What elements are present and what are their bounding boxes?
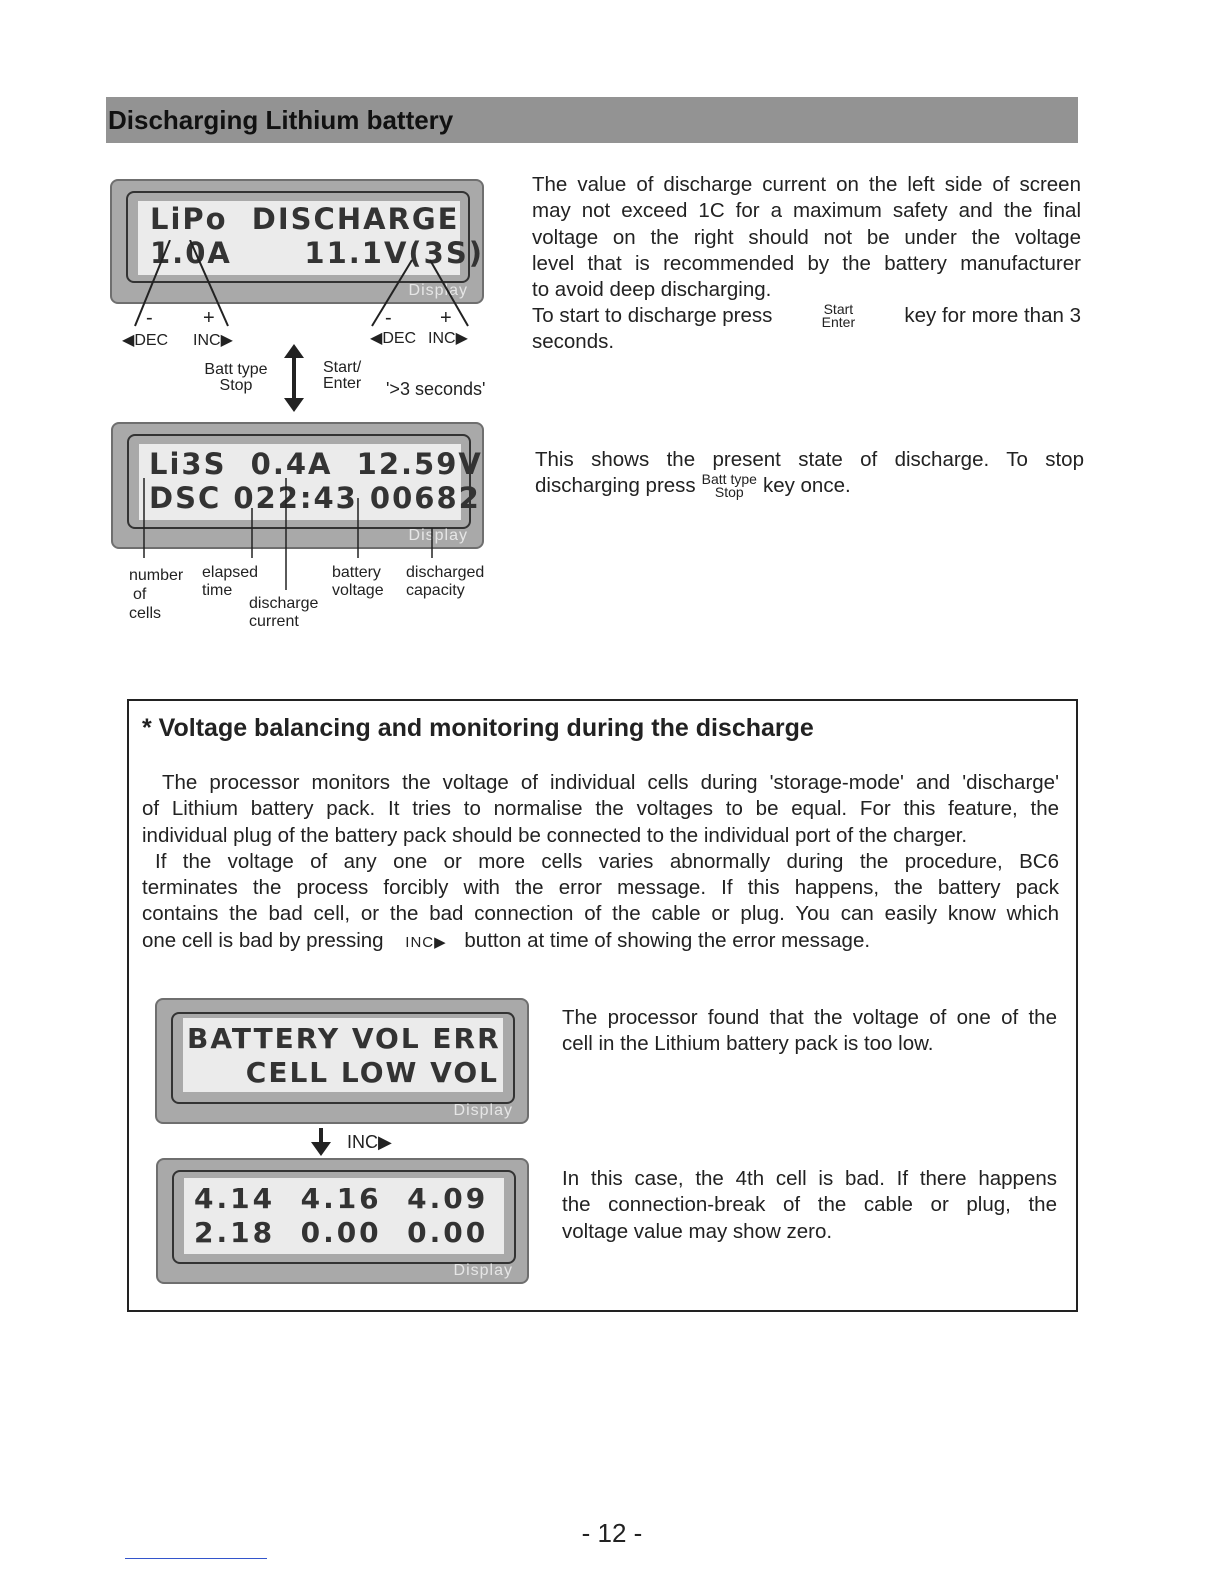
triangle-left-icon: ◀: [370, 330, 383, 347]
batt-type-stop-key[interactable]: Batt type Stop: [204, 361, 268, 394]
lcd-row-1: LiPo DISCHARGE: [150, 202, 460, 236]
lcd-row-2: 1.0A 11.1V(3S): [150, 236, 484, 270]
legend-elapsed-time: elapsed time: [202, 564, 259, 599]
display-label: Display: [453, 1262, 513, 1279]
inc-inline-key: INC▶: [405, 933, 447, 951]
legend-number-of-cells: number of cells: [129, 567, 184, 622]
section-header: [106, 97, 1078, 143]
triangle-right-icon: ▶: [455, 330, 468, 347]
triangle-right-icon: ▶: [378, 1132, 392, 1152]
inc-button[interactable]: INC▶: [347, 1132, 392, 1152]
legend-battery-voltage: battery voltage: [332, 564, 384, 599]
discharge-setup-description: The value of discharge current on the left side of screen may not exceed 1C for a maximum safety and the final voltage on the right should not be under the voltage level that is recommended by the battery manufacturer to avoid deep discharging. To start to discharge press Start Enter key for more than 3 seconds.: [532, 173, 1081, 354]
left-minus-label: -: [146, 307, 153, 329]
hold-duration-label: '>3 seconds': [386, 379, 486, 399]
down-arrow-icon: [311, 1128, 331, 1158]
right-minus-label: -: [385, 307, 392, 329]
display-label: Display: [408, 282, 468, 299]
page-number: - 12 -: [581, 1518, 643, 1548]
balance-box-body: The processor monitors the voltage of individual cells during 'storage-mode' and 'discharge' of Lithium battery pack. It tries to normalise the voltages to be equal. For this feature, the individual plug of the battery pack should be connected to the individual port of the charger. If the voltage of any one or more cells varies abnormally during the procedure, BC6 terminates the process forcibly with the error message. If this happens, the battery pack contains the bad cell, or the bad connection of the cable or plug. You can easily know which one cell is bad by pressing INC▶ button at time of showing the error message.: [142, 771, 1059, 952]
lcd-row-1: 4.14 4.16 4.09: [194, 1182, 489, 1215]
lcd-screen: [183, 1018, 503, 1092]
display-label: Display: [453, 1102, 513, 1119]
legend-discharge-current: discharge current: [249, 595, 319, 630]
balance-box-title: * Voltage balancing and monitoring during the discharge: [142, 714, 814, 742]
left-plus-label: +: [203, 307, 215, 329]
right-inc-button[interactable]: INC▶: [428, 330, 468, 347]
triangle-right-icon: ▶: [220, 332, 233, 349]
display-label: Display: [408, 527, 468, 544]
lcd-screen: [184, 1178, 504, 1254]
lcd-display-cell-voltages: [156, 1158, 529, 1284]
left-inc-button[interactable]: INC▶: [193, 332, 233, 349]
lcd-row-1: BATTERY VOL ERR: [187, 1022, 501, 1055]
section-title: Discharging Lithium battery: [108, 105, 454, 135]
legend-discharged-capacity: discharged capacity: [406, 564, 485, 599]
right-dec-button[interactable]: ◀DEC: [370, 330, 417, 347]
left-dec-button[interactable]: ◀DEC: [122, 332, 169, 349]
start-enter-key[interactable]: Start/ Enter: [323, 359, 362, 392]
lcd-row-2: 2.18 0.00 0.00: [194, 1216, 489, 1249]
lcd-row-2: CELL LOW VOL: [245, 1056, 499, 1089]
double-arrow-icon: [284, 344, 304, 412]
lcd-display-error: [155, 998, 529, 1124]
error-description: The processor found that the voltage of one of the cell in the Lithium battery pack is too low.: [562, 1006, 1057, 1056]
triangle-left-icon: ◀: [122, 332, 135, 349]
lcd-row-1: Li3S 0.4A 12.59V: [149, 447, 483, 481]
start-enter-inline-key: Start Enter: [821, 301, 856, 331]
right-plus-label: +: [440, 307, 452, 329]
lcd-row-2: DSC 022:43 00682: [149, 481, 481, 515]
cell-description: In this case, the 4th cell is bad. If there happens the connection-break of the cable or plug, the voltage value may show zero.: [562, 1167, 1057, 1243]
footnote-rule: [125, 1558, 267, 1559]
discharge-status-description: This shows the present state of discharge. To stop discharging press Batt type Stop key once.: [535, 448, 1084, 501]
batt-type-stop-inline-key: Batt type Stop: [701, 471, 757, 501]
